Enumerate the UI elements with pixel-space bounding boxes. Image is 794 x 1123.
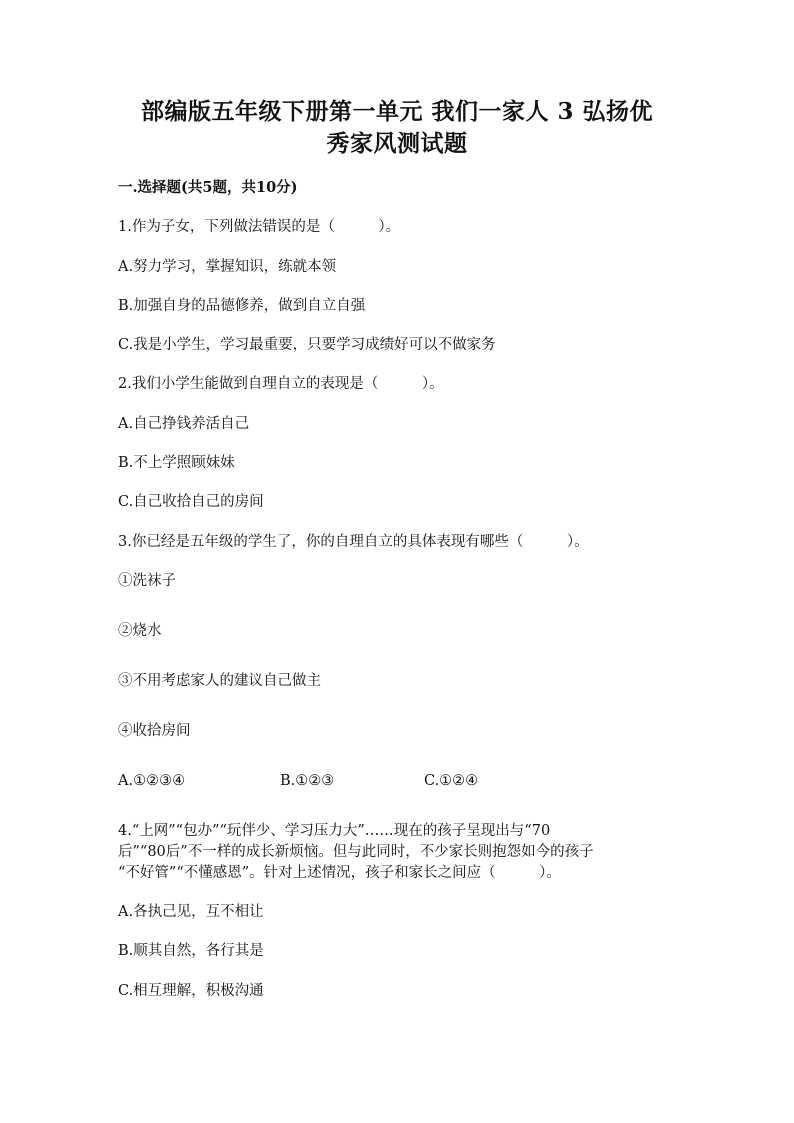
question-2-option-a: A.自己挣钱养活自己 (118, 416, 250, 432)
question-4-option-a: A.各执己见，互不相让 (118, 904, 264, 920)
question-1-option-a: A.努力学习，掌握知识，练就本领 (118, 259, 337, 275)
question-3-options (118, 770, 678, 792)
question-1-option-b: B.加强自身的品德修养，做到自立自强 (118, 298, 366, 314)
question-3-stem: 3.你已经是五年级的学生了，你的自理自立的具体表现有哪些（ ）。 (118, 534, 589, 550)
question-2-option-b: B.不上学照顾妹妹 (118, 455, 235, 471)
question-3-option-b: B.①②③ (280, 773, 335, 789)
question-1-stem: 1.作为子女，下列做法错误的是（ ）。 (118, 219, 401, 235)
page-title-line-2: 秀家风测试题 (326, 130, 468, 157)
question-3-item-4: ④收拾房间 (118, 723, 191, 739)
question-4-stem-line-3: “不好管”“不懂感恩”。针对上述情况，孩子和家长之间应（ ）。 (118, 865, 561, 881)
question-3-option-a: A.①②③④ (118, 773, 186, 789)
question-4-stem-line-1: 4.“上网”“包办”“玩伴少、学习压力大”……现在的孩子呈现出与“70 (118, 823, 551, 839)
question-4-option-b: B.顺其自然，各行其是 (118, 943, 264, 959)
question-2-option-c: C.自己收拾自己的房间 (118, 494, 264, 510)
section-heading: 一.选择题(共5题，共10分) (118, 179, 298, 196)
question-3-item-2: ②烧水 (118, 623, 162, 639)
question-3-option-c: C.①②④ (424, 773, 479, 789)
question-3-item-1: ①洗袜子 (118, 573, 176, 589)
question-4-stem-line-2: 后”“80后”不一样的成长新烦恼。但与此同时，不少家长则抱怨如今的孩子 (118, 844, 594, 860)
page-title-line-1: 部编版五年级下册第一单元 我们一家人 3 弘扬优 (140, 98, 654, 125)
question-1-option-c: C.我是小学生，学习最重要，只要学习成绩好可以不做家务 (118, 337, 496, 353)
question-4-option-c: C.相互理解，积极沟通 (118, 983, 264, 999)
question-2-stem: 2.我们小学生能做到自理自立的表现是（ ）。 (118, 376, 444, 392)
question-3-item-3: ③不用考虑家人的建议自己做主 (118, 673, 321, 689)
